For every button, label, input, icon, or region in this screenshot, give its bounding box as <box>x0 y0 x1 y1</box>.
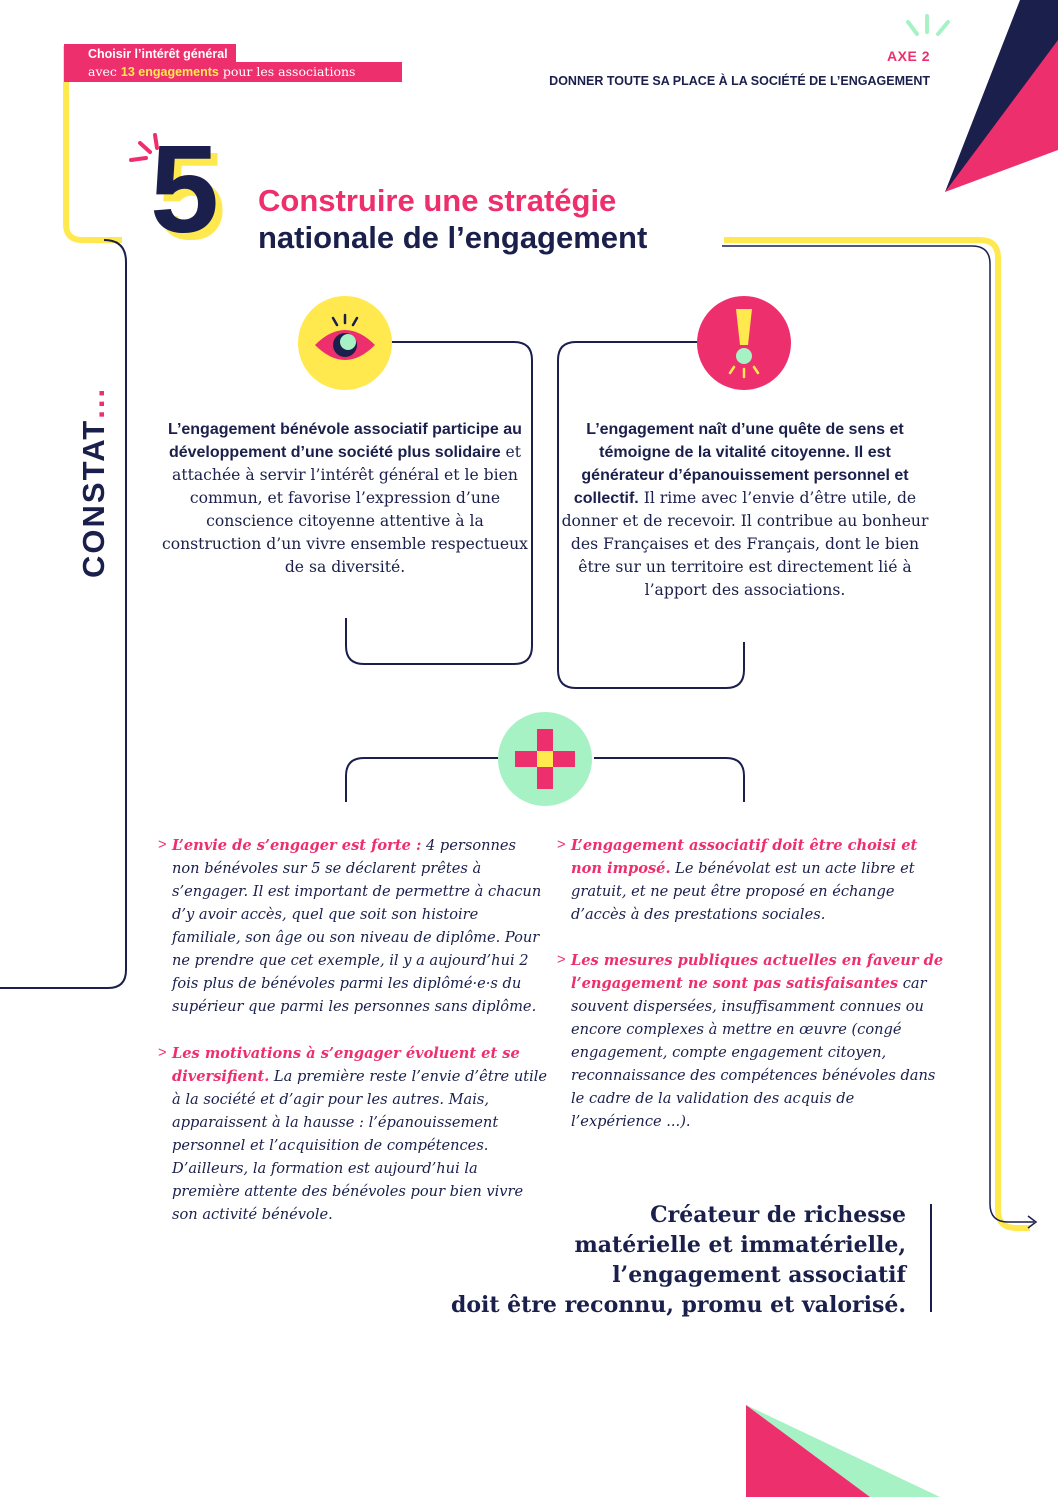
side-label <box>64 360 124 580</box>
side-label-text <box>76 358 112 578</box>
bullet-marker: > <box>557 837 566 853</box>
conclusion-line2: matérielle et immatérielle, <box>574 1232 906 1258</box>
section-title-line1: Construire une stratégie <box>258 183 617 218</box>
bullet-highlight: L’envie de s’engager est forte : <box>172 837 422 854</box>
exclamation-icon <box>696 295 792 391</box>
header-tag-line2 <box>64 62 402 82</box>
eye-icon <box>297 295 393 391</box>
bullet-highlight: Les motivations à s’engager évoluent et se diversifient. <box>172 1045 520 1085</box>
header-tag-line1: Choisir l’intérêt général <box>64 44 236 63</box>
bullet-4 <box>557 949 947 1133</box>
bullet-marker: > <box>158 837 167 853</box>
bullet-2 <box>158 1042 548 1226</box>
conclusion <box>451 1200 906 1320</box>
axe-subtitle: DONNER TOUTE SA PLACE À LA SOCIÉTÉ DE L’ENGAGEMENT <box>549 74 930 88</box>
section-title-line2: nationale de l’engagement <box>258 220 648 255</box>
bullet-text: Le bénévolat est un acte libre et gratuit, et ne peut être proposé en échange d’accès à des prestations sociales. <box>571 860 915 923</box>
tag-suffix: pour les associations <box>222 64 356 79</box>
conclusion-line3: l’engagement associatif <box>612 1262 906 1288</box>
tag-prefix: avec <box>88 64 117 79</box>
intro-right-bold: L’engagement naît d’une quête de sens et témoigne de la vitalité citoyenne. Il est générateur d’épanouissement personnel et collectif. <box>573 421 909 507</box>
intro-right-text: Il rime avec l’envie d’être utile, de donner et de recevoir. Il contribue au bonheur des Françaises et des Français, dont le bien être sur un territoire est directement lié à l’apport des associations. <box>561 489 929 599</box>
bullet-highlight: L’engagement associatif doit être choisi et non imposé. <box>571 837 918 877</box>
bullet-text: La première reste l’envie d’être utile à la société et d’agir pour les autres. Mais, apparaissent à la hausse : l’épanouissement personnel et l’acquisition de compétences. D’ailleurs, la formation est aujourd’hui la première attente des bénévoles pour bien vivre son activité bénévole. <box>172 1068 548 1223</box>
section-number: 5 <box>150 121 219 259</box>
sparkle-top-right <box>908 16 948 34</box>
bullet-1 <box>158 834 548 1018</box>
conclusion-line1: Créateur de richesse <box>650 1202 906 1228</box>
section-title <box>258 182 647 256</box>
constat-word: CONSTAT <box>76 418 111 578</box>
bullet-3 <box>557 834 947 926</box>
intro-left-bold: L’engagement bénévole associatif participe au développement d’une société plus solidaire <box>168 421 522 461</box>
navy-frame-left <box>0 240 126 988</box>
conclusion-line4: doit être reconnu, promu et valorisé. <box>450 1292 906 1318</box>
plus-icon <box>497 711 593 807</box>
bullet-marker: > <box>557 952 566 968</box>
constat-dots: ... <box>76 386 111 419</box>
bullet-text: car souvent dispersées, insuffisamment connues ou encore complexes à mettre en œuvre (congé engagement, compte engagement citoyen, reconnaissance des compétences bénévoles dans le cadre de la validation des acquis de l’expérience ...). <box>571 975 936 1130</box>
tag-highlight: 13 engagements <box>120 65 219 79</box>
intro-right <box>560 418 930 602</box>
bullet-highlight: Les mesures publiques actuelles en faveur de l’engagement ne sont pas satisfaisantes <box>571 952 944 992</box>
axe-label: AXE 2 <box>887 48 930 64</box>
intro-left <box>160 418 530 579</box>
header-tag <box>64 44 402 86</box>
bullet-text: 4 personnes non bénévoles sur 5 se déclarent prêtes à s’engager. Il est important de permettre à chacun d’y avoir accès, quel que soit son histoire familiale, son âge ou son niveau de diplôme. Pour ne prendre que cet exemple, il y a aujourd’hui 2 fois plus de bénévoles parmi les diplômé·e·s du supérieur que parmi les personnes sans diplôme. <box>172 837 542 1015</box>
intro-left-text: et attachée à servir l’intérêt général et le bien commun, et favorise l’expression d’une conscience citoyenne attentive à la construction d’un vivre ensemble respectueux de sa diversité. <box>162 443 528 576</box>
bullet-marker: > <box>158 1045 167 1061</box>
